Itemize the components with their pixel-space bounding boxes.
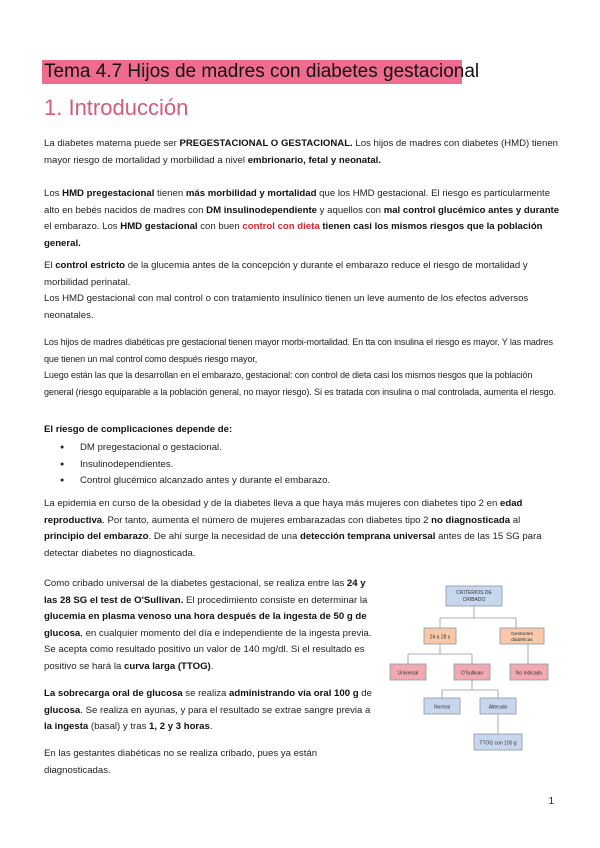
svg-text:Universal: Universal [397, 670, 419, 677]
node-24-28 [424, 628, 456, 644]
svg-text:O'Sullivan: O'Sullivan [460, 670, 484, 677]
list-item: ● DM pregestacional o gestacional. [60, 440, 330, 457]
list-item: ● Insulinodependientes. [60, 457, 330, 474]
svg-text:TTOG con 100 g: TTOG con 100 g [479, 740, 517, 747]
paragraph-notes: Los hijos de madres diabéticas pre gestacional tienen mayor morbi-mortalidad. En tta con insulina el riesgo es mayor. Y las madres que tienen un mal control como después riesgo mayor, Luego están las que la desarrollan en el embarazo, gestacional: con control de dieta casi los mismos riesgos que la población general (riesgo equiparable a la población general, no mayor riesgo). Si es tratada con insulina o mal controlada, aumenta el riesgo. [44, 337, 556, 397]
node-gestantes-label-1: Gestantes [511, 632, 533, 637]
complications-list [60, 440, 330, 490]
node-osullivan [454, 664, 490, 680]
node-criterios-label-2: CRIBADO [462, 597, 486, 603]
svg-text:24 a 28 s: 24 a 28 s [429, 634, 451, 641]
paragraph-diabetic: En las gestantes diabéticas no se realiza cribado, pues ya están diagnosticadas. [44, 748, 318, 776]
svg-text:No indicado: No indicado [515, 670, 543, 677]
svg-text:Alterado: Alterado [488, 704, 508, 711]
complications-title: El riesgo de complicaciones depende de: [44, 424, 233, 435]
node-ttog [474, 734, 522, 750]
page-title: Tema 4.7 Hijos de madres con diabetes gestacional [44, 61, 480, 82]
paragraph-control: El control estricto de la glucemia antes de la concepción y durante el embarazo reduce el riesgo de mortalidad y morbilidad perinatal. Los HMD gestacional con mal control o con tratamiento insulínico tienen un leve aumento de los efectos adversos neonatales. [44, 260, 529, 321]
paragraph-hmd: Los HMD pregestacional tienen más morbilidad y mortalidad que los HMD gestacional. El riesgo es particularmente alto en bebés nacidos de madres con DM insulinodependiente y aquellos con mal control glucémico antes y durante el embarazo. Los HMD gestacional con buen control con dieta tienen casi los mismos riesgos que la población general. [44, 188, 560, 249]
paragraph-epidemic: La epidemia en curso de la obesidad y de la diabetes lleva a que haya más mujeres con diabetes tipo 2 en edad reproductiva. Por tanto, aumenta el número de mujeres embarazadas con diabetes tipo 2 no diagnosticada al principio del embarazo. De ahí surge la necesidad de una detección temprana universal antes de las 15 SG para detectar diabetes no diagnosticada. [44, 498, 542, 559]
node-gestantes-diabeticas [500, 628, 544, 644]
paragraph-screening: Como cribado universal de la diabetes gestacional, se realiza entre las 24 y las 28 SG el test de O'Sullivan. El procedimiento consiste en determinar la glucemia en plasma venoso una hora después de la ingesta de 50 g de glucosa, en cualquier momento del día e independiente de la ingesta previa. Se acepta como resultado positivo un valor de 140 mg/dl. Si el resultado es positivo se hará la curva larga (TTOG). [44, 578, 372, 672]
node-gestantes-label-2: diabéticas [511, 638, 533, 643]
svg-text:Normal: Normal [433, 704, 451, 711]
paragraph-ttog: La sobrecarga oral de glucosa se realiza administrando vía oral 100 g de glucosa. Se realiza en ayunas, y para el resultado se extrae sangre previa a la ingesta (basal) y tras 1, 2 y 3 horas. [44, 688, 372, 732]
node-criterios-label-1: CRITERIOS DE [456, 590, 492, 596]
node-normal [424, 698, 460, 714]
node-universal [390, 664, 426, 680]
screening-flowchart [388, 578, 560, 758]
list-item: ● Control glucémico alcanzado antes y durante el embarazo. [60, 473, 330, 490]
node-no-indicado [510, 664, 548, 680]
node-criterios [446, 586, 502, 606]
paragraph-intro: La diabetes materna puede ser PREGESTACIONAL O GESTACIONAL. Los hijos de madres con diabetes (HMD) tienen mayor riesgo de mortalidad y morbilidad a nivel embrionario, fetal y neonatal. [44, 138, 559, 166]
section-heading: 1. Introducción [44, 95, 189, 120]
page-number: 1 [548, 796, 554, 807]
node-alterado [480, 698, 516, 714]
